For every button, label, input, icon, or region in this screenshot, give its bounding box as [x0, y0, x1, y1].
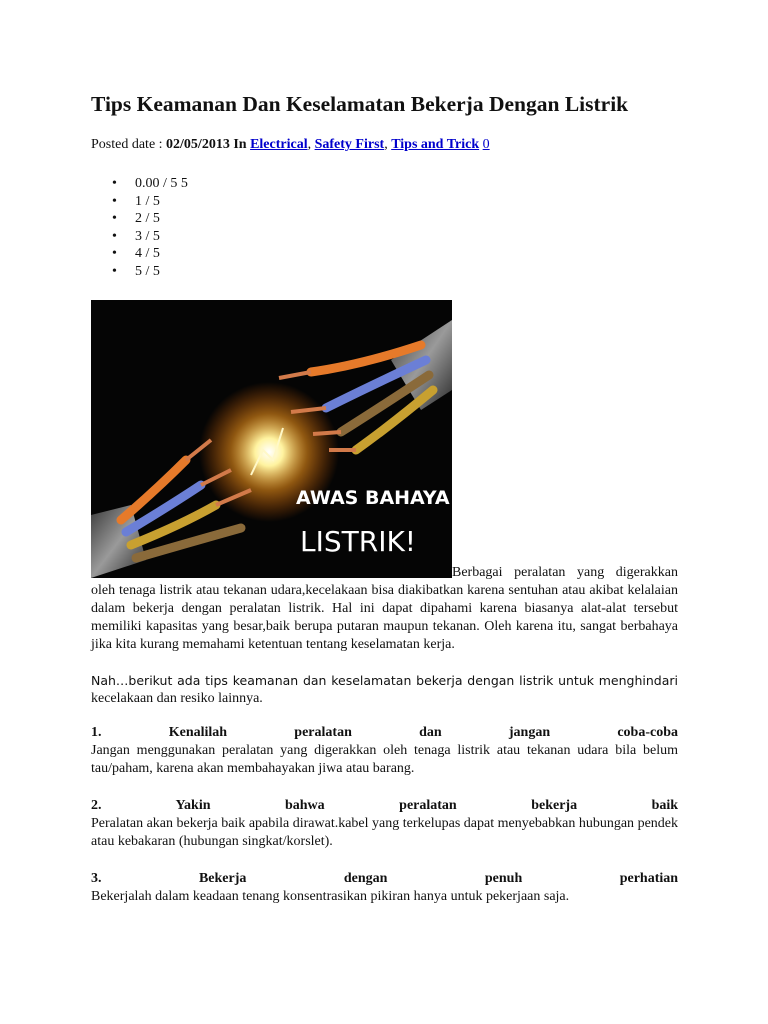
rating-item[interactable]: • 1 / 5	[91, 193, 188, 211]
rating-item[interactable]: • 4 / 5	[91, 245, 188, 263]
article-title: Tips Keamanan Dan Keselamatan Bekerja Dengan Listrik	[91, 92, 629, 116]
rating-list	[91, 175, 188, 281]
posted-label: Posted date :	[91, 137, 163, 152]
image-caption-line1: AWAS BAHAYA	[296, 487, 450, 509]
rating-item[interactable]: • 5 / 5	[91, 263, 188, 281]
tip-2-heading: 2. Yakin bahwa peralatan bekerja baik	[91, 798, 679, 813]
rating-item[interactable]: • 3 / 5	[91, 228, 188, 246]
category-link-tips-and-trick[interactable]: Tips and Trick	[391, 137, 480, 152]
intro-first-fragment: Berbagai peralatan yang digerakkan	[452, 565, 678, 580]
category-link-electrical[interactable]: Electrical	[250, 137, 308, 152]
danger-electricity-image	[91, 300, 452, 578]
rating-item[interactable]: • 2 / 5	[91, 210, 188, 228]
category-link-safety-first[interactable]: Safety First	[314, 137, 385, 152]
tip-1-body: Jangan menggunakan peralatan yang digerakkan oleh tenaga listrik atau tekanan udara bila belum tau/paham, karena akan membahayakan jiwa atau barang.	[91, 743, 678, 776]
image-caption-line2: LISTRIK!	[300, 525, 417, 558]
nah-rest: kecelakaan dan resiko lainnya.	[91, 691, 263, 706]
tip-3-body: Bekerjalah dalam keadaan tenang konsentrasikan pikiran hanya untuk pekerjaan saja.	[91, 889, 570, 904]
intro-paragraph: oleh tenaga listrik atau tekanan udara,kecelakaan bisa diakibatkan karena sentuhan atau akibat kelalaian dalam bekerja dengan peralatan listrik. Hal ini dapat dipahami karena biasanya alat-alat tersebut memiliki kapasitas yang besar,baik berupa putaran maupun tekanan. Oleh karena itu, sangat berbahaya jika kita kurang memahami ketentuan tentang keselamatan kerja.	[91, 583, 678, 652]
tip-1-heading: 1. Kenalilah peralatan dan jangan coba-coba	[91, 725, 678, 740]
nah-lead: Nah…berikut ada tips keamanan dan keselamatan bekerja dengan listrik untuk menghindari	[91, 673, 678, 688]
nah-paragraph	[91, 672, 678, 708]
posted-date: 02/05/2013	[166, 137, 230, 152]
rating-item[interactable]: • 0.00 / 5 5	[91, 175, 188, 193]
tip-2-body: Peralatan akan bekerja baik apabila dirawat.kabel yang terkelupas dapat menyebabkan hubungan pendek atau kebakaran (hubungan singkat/korslet).	[91, 816, 678, 849]
tip-3-heading: 3. Bekerja dengan penuh perhatian	[91, 871, 679, 886]
comment-count-link[interactable]: 0	[482, 137, 490, 152]
in-label: In	[233, 137, 247, 152]
post-meta: Posted date : 02/05/2013 In Electrical, Safety First, Tips and Trick 0	[91, 137, 490, 152]
